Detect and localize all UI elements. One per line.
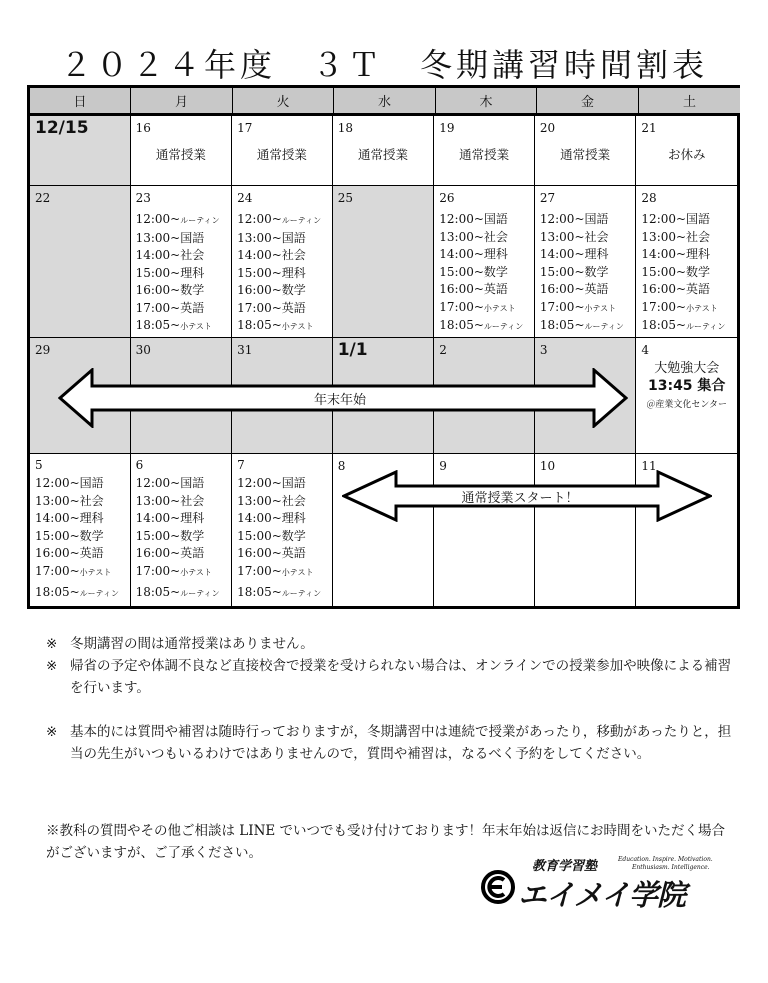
logo-name: エイメイ学院	[518, 878, 686, 912]
schedule-entry	[136, 317, 227, 336]
day-number: 18	[337, 121, 353, 135]
schedule-small-label: ルーティン	[180, 216, 220, 225]
schedule-small-label: 小テスト	[180, 322, 212, 331]
schedule-time-subject: 12:00~国語	[641, 212, 711, 226]
schedule-time-subject: 18:05~	[539, 318, 585, 332]
schedule-entry	[237, 545, 327, 563]
weekday-header-cell: 土	[639, 88, 740, 113]
day-number: 1/1	[337, 340, 368, 360]
day-cell	[232, 186, 333, 337]
schedule-time-subject: 16:00~英語	[641, 282, 711, 296]
schedule-entry	[641, 246, 732, 264]
day-number: 4	[641, 343, 650, 357]
day-number: 25	[337, 191, 353, 205]
day-number: 7	[237, 458, 245, 472]
schedule-time-subject: 17:00~	[641, 299, 687, 314]
day-number: 19	[439, 121, 455, 135]
schedule-small-label: 小テスト	[584, 303, 617, 313]
schedule-entry	[237, 493, 327, 511]
schedule-time-subject: 13:00~社会	[135, 493, 205, 508]
schedule-entry	[237, 265, 327, 283]
note-text: 冬期講習の間は通常授業はありません。	[70, 636, 314, 652]
day-cell	[30, 186, 131, 337]
day-cell	[636, 116, 737, 185]
schedule-small-label: 小テスト	[686, 303, 718, 313]
schedule-time-subject: 14:00~理科	[641, 247, 711, 261]
schedule-time-subject: 14:00~理科	[35, 511, 104, 525]
schedule-entry	[540, 281, 631, 299]
schedule-time-subject: 12:00~国語	[237, 476, 306, 490]
schedule-entry	[439, 229, 529, 247]
regular-class-arrow-label: 通常授業スタート！	[461, 491, 579, 506]
schedule-small-label: 小テスト	[281, 567, 314, 577]
logo-tagline	[618, 856, 718, 872]
event-place: ＠産業文化センター	[646, 400, 728, 410]
day-note: 通常授業	[357, 147, 408, 162]
schedule-entry	[237, 300, 327, 318]
schedule-entry	[641, 264, 732, 282]
schedule-time-subject: 14:00~理科	[237, 511, 306, 525]
schedule-entry	[540, 264, 631, 282]
day-number: 17	[237, 121, 253, 135]
schedule-entry	[439, 264, 529, 282]
note-text: 基本的には質問や補習は随時行っておりますが，冬期講習中は連続で授業があったり，移動があったりと，担当の先生がいつもいるわけではありませんので，質問や補習は，なるべく予約をしてください。	[70, 724, 732, 762]
schedule-entry	[237, 510, 327, 528]
day-number: 20	[539, 121, 556, 135]
day-number: 11	[641, 459, 657, 473]
schedule-entry	[136, 247, 227, 265]
schedule-time-subject: 12:00~	[135, 212, 181, 226]
schedule-time-subject: 12:00~国語	[439, 212, 508, 226]
schedule-time-subject: 16:00~英語	[135, 546, 205, 560]
note-item	[46, 633, 736, 655]
day-cell	[434, 116, 535, 185]
day-cell	[30, 116, 131, 185]
day-cell	[333, 116, 435, 185]
schedule-time-subject: 16:00~数学	[135, 283, 205, 297]
schedule-time-subject: 14:00~社会	[237, 248, 306, 262]
schedule-small-label: 小テスト	[180, 567, 212, 577]
schedule-entry	[35, 475, 125, 493]
schedule-entry	[35, 545, 125, 563]
note-mark: ※	[46, 658, 58, 674]
day-cell	[636, 186, 737, 337]
schedule-entry	[439, 299, 529, 318]
schedule-entry	[641, 317, 732, 336]
calendar-table	[27, 85, 740, 609]
schedule-time-subject: 15:00~数学	[539, 264, 609, 279]
schedule-time-subject: 17:00~	[539, 299, 585, 314]
schedule-time-subject: 12:00~国語	[539, 212, 609, 226]
schedule-time-subject: 15:00~理科	[135, 265, 205, 280]
day-number: 8	[337, 459, 346, 473]
weekday-header-cell: 金	[537, 88, 639, 113]
schedule-time-subject: 14:00~社会	[135, 248, 205, 262]
day-cell	[30, 454, 131, 606]
schedule-entry	[540, 229, 631, 247]
schedule-time-subject: 12:00~	[237, 212, 282, 226]
note-mark: ※	[46, 636, 58, 652]
schedule-time-subject: 16:00~数学	[237, 283, 306, 297]
schedule-small-label: ルーティン	[281, 589, 322, 598]
schedule-entry	[35, 563, 125, 582]
schedule-small-label: 小テスト	[79, 567, 112, 577]
day-number: 12/15	[35, 118, 89, 138]
schedule-time-subject: 17:00~英語	[237, 300, 306, 315]
schedule-time-subject: 17:00~	[135, 563, 181, 578]
schedule-entry	[439, 317, 529, 336]
schedule-entry	[540, 246, 631, 264]
schedule-entry	[136, 300, 227, 318]
schedule-entry	[136, 265, 227, 283]
schedule-time-subject: 17:00~	[439, 299, 484, 314]
day-number: 30	[135, 343, 151, 357]
schedule-time-subject: 15:00~理科	[237, 265, 306, 280]
weekday-header-cell: 水	[334, 88, 436, 113]
schedule-time-subject: 17:00~	[35, 563, 80, 578]
schedule-entry	[35, 510, 125, 528]
day-cell	[131, 116, 233, 185]
schedule-small-label: 小テスト	[281, 322, 314, 331]
school-logo	[480, 855, 715, 915]
schedule-time-subject: 13:00~社会	[35, 493, 104, 508]
day-note: 通常授業	[155, 147, 206, 162]
day-number: 2	[439, 343, 447, 357]
schedule-entry	[439, 211, 529, 229]
weekday-header-cell: 火	[233, 88, 334, 113]
schedule-entry	[237, 563, 327, 582]
schedule-time-subject: 13:00~国語	[237, 230, 306, 245]
schedule-time-subject: 14:00~理科	[439, 247, 508, 261]
schedule-time-subject: 16:00~英語	[237, 546, 306, 560]
schedule-entry	[237, 475, 327, 493]
logo-tagline-line1: Education. Inspire. Motivation.	[618, 856, 713, 863]
day-number: 9	[439, 459, 447, 473]
note-text: 帰省の予定や体調不良など直接校舎で授業を受けられない場合は、オンラインでの授業参加や映像による補習を行います。	[70, 658, 732, 696]
schedule-time-subject: 13:00~社会	[237, 493, 306, 508]
schedule-entry	[237, 211, 327, 230]
schedule-time-subject: 13:00~国語	[135, 230, 205, 245]
day-cell	[131, 186, 233, 337]
schedule-time-subject: 18:05~	[237, 585, 282, 599]
schedule-entry	[237, 528, 327, 546]
day-number: 3	[539, 343, 548, 357]
event-info	[641, 360, 732, 415]
day-cell	[232, 116, 333, 185]
schedule-time-subject: 13:00~社会	[539, 229, 609, 244]
day-note: 通常授業	[256, 147, 307, 162]
logo-mark-icon	[480, 869, 516, 905]
schedule-entry	[439, 246, 529, 264]
schedule-time-subject: 13:00~社会	[641, 229, 711, 244]
schedule-time-subject: 16:00~英語	[539, 282, 609, 296]
day-cell	[434, 186, 535, 337]
note-item	[46, 655, 736, 699]
day-number: 29	[35, 343, 51, 357]
schedule-entry	[136, 211, 227, 230]
day-number: 28	[641, 191, 657, 205]
schedule-time-subject: 16:00~英語	[439, 282, 508, 296]
day-number: 24	[237, 191, 253, 205]
schedule-time-subject: 15:00~数学	[439, 264, 508, 279]
day-cell	[535, 186, 637, 337]
day-number: 23	[135, 191, 151, 205]
schedule-entry	[641, 211, 732, 229]
schedule-entry	[237, 230, 327, 248]
day-cell	[131, 454, 233, 606]
schedule-small-label: ルーティン	[180, 589, 220, 598]
event-time: 13:45 集合	[647, 377, 726, 394]
schedule-entry	[136, 563, 227, 582]
logo-tagline-line2: Enthusiasm. Intelligence.	[632, 864, 710, 871]
line-contact-note: ※教科の質問やその他ご相談は LINE でいつでも受け付けております！年末年始は返信にお時間をいただく場合がございますが、ご了承ください。	[46, 823, 726, 861]
schedule-entry	[136, 528, 227, 546]
schedule-entry	[136, 545, 227, 563]
calendar-week	[30, 116, 737, 186]
schedule-time-subject: 15:00~数学	[237, 528, 306, 543]
schedule-entry	[136, 230, 227, 248]
day-cell	[535, 116, 637, 185]
notes-section	[46, 633, 736, 765]
schedule-entry	[35, 528, 125, 546]
schedule-time-subject: 17:00~英語	[135, 300, 205, 315]
note-mark: ※	[46, 724, 58, 740]
schedule-time-subject: 18:05~	[439, 318, 484, 332]
schedule-time-subject: 14:00~理科	[135, 511, 205, 525]
event-name: 大勉強大会	[654, 361, 720, 376]
day-number: 16	[135, 121, 151, 135]
schedule-time-subject: 18:05~	[135, 318, 181, 332]
schedule-entry	[237, 584, 327, 603]
day-number: 10	[539, 459, 556, 473]
day-note: お休み	[667, 147, 706, 162]
weekday-header-cell: 月	[131, 88, 233, 113]
logo-subtitle: 教育学習塾	[532, 859, 598, 874]
schedule-time-subject: 15:00~数学	[135, 528, 205, 543]
schedule-entry	[136, 510, 227, 528]
schedule-time-subject: 18:05~	[135, 585, 181, 599]
schedule-time-subject: 18:05~	[641, 318, 687, 332]
schedule-entry	[641, 281, 732, 299]
schedule-small-label: ルーティン	[79, 589, 120, 598]
schedule-entry	[439, 281, 529, 299]
schedule-time-subject: 18:05~	[35, 585, 80, 599]
schedule-small-label: 小テスト	[483, 303, 516, 313]
schedule-entry	[35, 493, 125, 511]
schedule-entry	[641, 229, 732, 247]
day-number: 22	[35, 191, 51, 205]
day-cell	[636, 338, 737, 453]
schedule-entry	[35, 584, 125, 603]
schedule-entry	[237, 282, 327, 300]
weekday-header	[30, 88, 737, 116]
calendar-week	[30, 186, 737, 338]
schedule-small-label: ルーティン	[483, 322, 524, 331]
schedule-entry	[237, 247, 327, 265]
schedule-entry	[136, 493, 227, 511]
day-note: 通常授業	[459, 147, 510, 162]
holiday-arrow-label: 年末年始	[313, 393, 366, 408]
weekday-header-cell: 木	[436, 88, 537, 113]
schedule-time-subject: 15:00~数学	[35, 528, 104, 543]
schedule-time-subject: 18:05~	[237, 318, 282, 332]
day-number: 27	[539, 191, 556, 205]
schedule-entry	[540, 299, 631, 318]
schedule-entry	[540, 317, 631, 336]
day-number: 6	[135, 458, 144, 472]
schedule-entry	[540, 211, 631, 229]
schedule-time-subject: 13:00~社会	[439, 229, 508, 244]
schedule-small-label: ルーティン	[281, 216, 322, 225]
note-item	[46, 721, 736, 765]
schedule-small-label: ルーティン	[686, 322, 726, 331]
schedule-time-subject: 17:00~	[237, 563, 282, 578]
schedule-entry	[641, 299, 732, 318]
day-number: 31	[237, 343, 253, 357]
schedule-time-subject: 14:00~理科	[539, 247, 609, 261]
day-number: 21	[641, 121, 657, 135]
schedule-entry	[136, 584, 227, 603]
schedule-time-subject: 12:00~国語	[135, 476, 205, 490]
day-number: 26	[439, 191, 455, 205]
weekday-header-cell: 日	[30, 88, 131, 113]
schedule-time-subject: 12:00~国語	[35, 476, 104, 490]
day-note: 通常授業	[560, 147, 611, 162]
schedule-entry	[136, 475, 227, 493]
schedule-entry	[136, 282, 227, 300]
day-number: 5	[35, 458, 43, 472]
schedule-entry	[237, 317, 327, 336]
schedule-time-subject: 15:00~数学	[641, 264, 711, 279]
schedule-time-subject: 16:00~英語	[35, 546, 104, 560]
day-cell	[232, 454, 333, 606]
day-cell	[333, 186, 435, 337]
page-title: ２０２４年度 ３Ｔ 冬期講習時間割表	[59, 46, 708, 84]
schedule-small-label: ルーティン	[584, 322, 624, 331]
